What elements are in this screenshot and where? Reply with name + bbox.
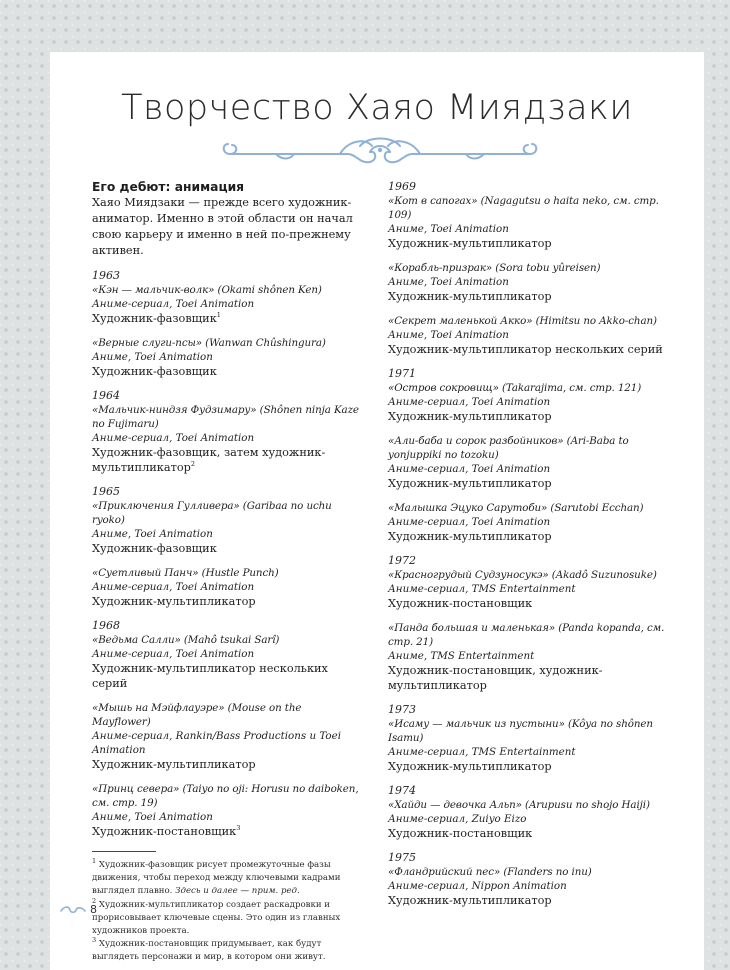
entry-year: 1973 xyxy=(388,703,416,716)
entry-role xyxy=(388,342,668,357)
entry-title: «Кот в сапогах» (Nagagutsu o haita neko, см. стр. 109) xyxy=(388,195,659,221)
entry-year: 1975 xyxy=(388,851,416,864)
entry-title: «Красногрудый Судзуносукэ» (Akadô Suzunosuke) xyxy=(388,569,657,581)
footnote xyxy=(92,938,360,964)
entry-role-text: Художник-мультипликатор xyxy=(388,290,552,303)
filmography-entry xyxy=(388,554,668,611)
entry-title: «Верные слуги-псы» (Wanwan Chûshingura) xyxy=(92,337,326,349)
entry-title: «Фландрийский пес» (Flanders no inu) xyxy=(388,866,592,878)
filmography-entry xyxy=(92,336,360,379)
footnote-ref: 2 xyxy=(190,460,195,469)
entry-studio: Аниме-сериал, Toei Animation xyxy=(92,648,255,660)
entry-role-text: Художник-мультипликатор нескольких серий xyxy=(388,343,663,356)
entry-studio: Аниме-сериал, Rankin/Bass Productions и Toei Animation xyxy=(92,730,342,756)
entry-title: «Секрет маленькой Акко» (Himitsu no Akko-chan) xyxy=(388,315,657,327)
entry-role xyxy=(388,826,668,841)
entry-title: «Мальчик-ниндзя Фудзимару» (Shônen ninja Kaze no Fujimaru) xyxy=(92,404,359,430)
filmography-entry xyxy=(92,269,360,326)
entry-title: «Али-баба и сорок разбойников» (Ari-Baba to yonjuppiki no tozoku) xyxy=(388,435,629,461)
entry-studio: Аниме-сериал, Nippon Animation xyxy=(388,880,567,892)
entry-role xyxy=(388,663,668,693)
footnote-text: Художник-постановщик придумывает, как будут выглядеть персонажи и мир, в котором они живут. xyxy=(92,939,326,963)
section-heading: Его дебют: анимация xyxy=(92,180,245,194)
entry-title: «Приключения Гулливера» (Garibaa no uchu ryoko) xyxy=(92,500,332,526)
entry-title: «Ведьма Салли» (Mahô tsukai Sarî) xyxy=(92,634,280,646)
page-title: Творчество Хаяо Миядзаки xyxy=(121,88,633,128)
footnote-text: Художник-мультипликатор создает раскадровки и прорисовывает ключевые сцены. Это один из главных художников проекта. xyxy=(92,899,341,937)
footnote-rule xyxy=(92,851,156,852)
entry-studio: Аниме, Toei Animation xyxy=(92,351,213,363)
entry-year: 1974 xyxy=(388,784,416,797)
entry-role-text: Художник-фазовщик xyxy=(92,365,217,378)
footnote-mark: 1 xyxy=(92,857,97,866)
entry-year: 1971 xyxy=(388,367,416,380)
filmography-list-left xyxy=(92,269,360,839)
entry-role xyxy=(92,757,360,772)
entry-role-text: Художник-мультипликатор xyxy=(388,530,552,543)
filmography-entry xyxy=(388,434,668,491)
filmography-entry xyxy=(388,180,668,251)
filmography-entry xyxy=(92,701,360,772)
entry-title: «Хайди — девочка Альп» (Arupusu no shojo Haiji) xyxy=(388,799,650,811)
entry-title: «Корабль-призрак» (Sora tobu yûreisen) xyxy=(388,262,601,274)
entry-role-text: Художник-фазовщик xyxy=(92,312,217,325)
entry-studio: Аниме, Toei Animation xyxy=(92,528,213,540)
entry-year: 1968 xyxy=(92,619,120,632)
entry-title: «Малышка Эцуко Сарутоби» (Sarutobi Ecchan) xyxy=(388,502,644,514)
entry-year: 1963 xyxy=(92,269,120,282)
filmography-entry xyxy=(92,485,360,556)
entry-role xyxy=(92,541,360,556)
filmography-entry xyxy=(92,619,360,691)
entry-role xyxy=(388,759,668,774)
entry-studio: Аниме, Toei Animation xyxy=(388,276,509,288)
entry-role xyxy=(92,824,360,839)
entry-role-text: Художник-постановщик, художник-мультипликатор xyxy=(388,664,603,692)
footnote-ref: 3 xyxy=(236,824,241,833)
entry-role-text: Художник-фазовщик, затем художник-мультипликатор xyxy=(92,446,326,474)
entry-role-text: Художник-мультипликатор xyxy=(388,477,552,490)
decorative-swirl-divider xyxy=(220,130,540,170)
footnote-text: Художник-фазовщик рисует промежуточные фазы движения, чтобы переход между ключевыми кадрами выглядел плавно. xyxy=(92,860,341,897)
entry-role-text: Художник-мультипликатор xyxy=(92,595,256,608)
entry-title: «Панда большая и маленькая» (Panda kopanda, см. стр. 21) xyxy=(388,622,665,648)
entry-role-text: Художник-постановщик xyxy=(92,825,237,838)
entry-role xyxy=(388,476,668,491)
filmography-entry xyxy=(388,501,668,544)
footnote xyxy=(92,896,360,939)
entry-year: 1969 xyxy=(388,180,416,193)
entry-title: «Суетливый Панч» (Hustle Punch) xyxy=(92,567,279,579)
entry-title: «Принц севера» (Taiyo no oji: Horusu no daiboken, см. стр. 19) xyxy=(92,783,359,809)
entry-studio: Аниме-сериал, Zuiyo Eizo xyxy=(388,813,527,825)
entry-role-text: Художник-постановщик xyxy=(388,597,533,610)
entry-studio: Аниме-сериал, Toei Animation xyxy=(92,432,255,444)
entry-studio: Аниме, Toei Animation xyxy=(388,223,509,235)
entry-role xyxy=(92,364,360,379)
entry-role-text: Художник-мультипликатор xyxy=(92,758,256,771)
filmography-entry xyxy=(92,389,360,475)
entry-studio: Аниме-сериал, TMS Entertainment xyxy=(388,583,576,595)
footnote-editor-note: Здесь и далее — прим. ред. xyxy=(175,886,300,897)
entry-role xyxy=(92,594,360,609)
entry-studio: Аниме, Toei Animation xyxy=(92,811,213,823)
left-column xyxy=(92,180,360,965)
folio-swirl-icon xyxy=(60,905,86,915)
entry-year: 1965 xyxy=(92,485,120,498)
filmography-entry xyxy=(92,782,360,839)
filmography-entry xyxy=(388,367,668,424)
footnote xyxy=(92,859,360,899)
footnote-mark: 3 xyxy=(92,936,97,945)
entry-role xyxy=(388,893,668,908)
entry-role-text: Художник-постановщик xyxy=(388,827,533,840)
filmography-entry xyxy=(388,621,668,693)
entry-studio: Аниме-сериал, Toei Animation xyxy=(388,396,551,408)
entry-title: «Остров сокровищ» (Takarajima, см. стр. 121) xyxy=(388,382,642,394)
entry-role xyxy=(388,409,668,424)
entry-title: «Мышь на Мэйфлауэре» (Mouse on the Mayflower) xyxy=(92,702,302,728)
filmography-entry xyxy=(388,851,668,908)
entry-year: 1964 xyxy=(92,389,120,402)
filmography-entry xyxy=(388,314,668,357)
filmography-entry xyxy=(388,784,668,841)
entry-role-text: Художник-фазовщик xyxy=(92,542,217,555)
page-number: 8 xyxy=(90,903,97,916)
entry-studio: Аниме-сериал, TMS Entertainment xyxy=(388,746,576,758)
entry-studio: Аниме-сериал, Toei Animation xyxy=(388,463,551,475)
entry-role-text: Художник-мультипликатор xyxy=(388,410,552,423)
entry-year: 1972 xyxy=(388,554,416,567)
entry-role-text: Художник-мультипликатор нескольких серий xyxy=(92,662,328,690)
filmography-list-right xyxy=(388,180,668,908)
filmography-entry xyxy=(388,261,668,304)
entry-role xyxy=(92,311,360,326)
entry-role-text: Художник-мультипликатор xyxy=(388,894,552,907)
entry-studio: Аниме-сериал, Toei Animation xyxy=(92,581,255,593)
entry-role xyxy=(92,661,360,691)
entry-studio: Аниме-сериал, Toei Animation xyxy=(92,298,255,310)
entry-role xyxy=(388,596,668,611)
book-page xyxy=(50,52,704,970)
footnotes xyxy=(92,859,360,965)
entry-role xyxy=(388,289,668,304)
entry-role xyxy=(92,445,360,475)
filmography-entry xyxy=(388,703,668,774)
entry-title: «Исаму — мальчик из пустыни» (Kôya no shônen Isamu) xyxy=(388,718,653,744)
entry-studio: Аниме-сериал, Toei Animation xyxy=(388,516,551,528)
entry-title: «Кэн — мальчик-волк» (Okami shônen Ken) xyxy=(92,284,322,296)
entry-role xyxy=(388,529,668,544)
entry-role xyxy=(388,236,668,251)
entry-role-text: Художник-мультипликатор xyxy=(388,237,552,250)
footnote-mark: 2 xyxy=(92,896,97,905)
entry-studio: Аниме, TMS Entertainment xyxy=(388,650,535,662)
right-column xyxy=(388,180,668,918)
entry-studio: Аниме, Toei Animation xyxy=(388,329,509,341)
footnote-ref: 1 xyxy=(216,311,221,320)
entry-role-text: Художник-мультипликатор xyxy=(388,760,552,773)
filmography-entry xyxy=(92,566,360,609)
intro-paragraph: Хаяо Миядзаки — прежде всего художник-аниматор. Именно в этой области он начал свою карьеру и именно в ней по-прежнему активен. xyxy=(92,196,353,257)
